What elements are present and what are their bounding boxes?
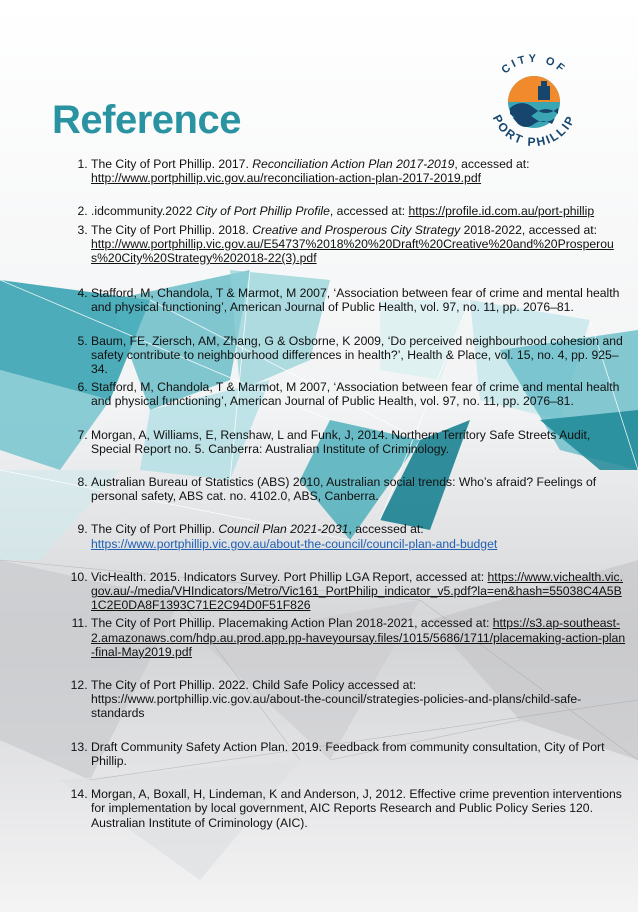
reference-link[interactable]: https://s3.ap-southeast-2.amazonaws.com/hdp.au.prod.app.pp-haveyoursay.files/1015/5686/1711/placemaking-action-plan-final-May2019.pdf xyxy=(91,616,626,659)
reference-italic-title: Reconciliation Action Plan 2017-2019 xyxy=(252,157,455,171)
page-title: Reference xyxy=(52,98,241,142)
reference-link[interactable]: https://profile.id.com.au/port-phillip xyxy=(408,204,595,219)
svg-text:CITY OF xyxy=(499,53,568,76)
reference-item xyxy=(91,204,627,218)
reference-item xyxy=(91,157,627,185)
reference-item xyxy=(91,570,627,613)
reference-text: , accessed at: xyxy=(329,204,409,219)
reference-item: 13. Draft Community Safety Action Plan. 2019. Feedback from community consultation, City of Port Phillip. xyxy=(91,740,627,768)
reference-item: 7. Morgan, A, Williams, E, Renshaw, L and Funk, J, 2014. Northern Territory Safe Streets Audit, Special Report no. 5. Canberra: Australian Institute of Criminology. xyxy=(91,428,627,456)
reference-item: 6. Stafford, M, Chandola, T & Marmot, M 2007, ‘Association between fear of crime and mental health and physical functioning’, American Journal of Public Health, vol. 97, no. 11, pp. 2076–81. xyxy=(91,380,627,408)
reference-text: The City of Port Phillip. xyxy=(91,522,219,537)
logo-bottom-text: PORT PHILLIP xyxy=(489,112,579,150)
city-of-port-phillip-logo xyxy=(480,48,588,156)
reference-italic-title: Council Plan 2021-2031 xyxy=(218,522,349,537)
reference-italic-title: City of Port Phillip Profile xyxy=(195,204,330,219)
reference-item: 12. The City of Port Phillip. 2022. Child Safe Policy accessed at: https://www.portphillip.vic.gov.au/about-the-council/strategies-policies-and-plans/child-safe-standards xyxy=(91,678,627,721)
reference-item xyxy=(91,522,627,550)
reference-link[interactable]: https://www.portphillip.vic.gov.au/about-the-council/council-plan-and-budget xyxy=(91,536,498,551)
reference-item: 8. Australian Bureau of Statistics (ABS) 2010, Australian social trends: Who’s afraid? Feelings of personal safety, ABS cat. no. 4102.0, ABS, Canberra. xyxy=(91,475,627,503)
reference-link[interactable]: https://www.vichealth.vic.gov.au/-/media/VHIndicators/Metro/Vic161_PortPhilip_indicator_v5.pdf?la=en&hash=55038C4A5B1C2E0DA8F1393C71E2C94D0F51F826 xyxy=(91,569,623,613)
reference-text: The City of Port Phillip. Placemaking Action Plan 2018-2021, accessed at: xyxy=(91,616,493,631)
reference-list xyxy=(56,157,627,830)
reference-text: , accessed at: xyxy=(348,522,424,537)
reference-italic-title: Creative and Prosperous City Strategy xyxy=(252,222,461,237)
reference-text: The City of Port Phillip. 2017. xyxy=(91,157,253,171)
reference-text: , accessed at: xyxy=(454,157,530,171)
reference-item: 5. Baum, FE, Ziersch, AM, Zhang, G & Osborne, K 2009, ‘Do perceived neighbourhood cohesion and safety contribute to neighbourhood differences in health?’, Health & Place, vol. 15, no. 4, pp. 925–34. xyxy=(91,334,627,377)
reference-text: VicHealth. 2015. Indicators Survey. Port Phillip LGA Report, accessed at: xyxy=(91,569,488,584)
logo-top-text: CITY OF xyxy=(499,52,569,77)
reference-item xyxy=(91,223,627,266)
reference-link[interactable]: http://www.portphillip.vic.gov.au/E54737%2018%20%20Draft%20Creative%20and%20Prosperous%20City%20Strategy%202018-22(3).pdf xyxy=(91,236,614,266)
reference-text: .idcommunity.2022 xyxy=(91,204,196,219)
reference-link[interactable]: http://www.portphillip.vic.gov.au/reconciliation-action-plan-2017-2019.pdf xyxy=(91,171,481,186)
reference-item: 4. Stafford, M, Chandola, T & Marmot, M 2007, ‘Association between fear of crime and mental health and physical functioning’, American Journal of Public Health, vol. 97, no. 11, pp. 2076–81. xyxy=(91,286,627,314)
reference-item: 14. Morgan, A, Boxall, H, Lindeman, K and Anderson, J, 2012. Effective crime prevention interventions for implementation by local government, AIC Reports Research and Public Policy Series 120. Australian Institute of Criminology (AIC). xyxy=(91,787,627,830)
reference-item xyxy=(91,616,627,659)
reference-text: The City of Port Phillip. 2018. xyxy=(91,222,253,237)
reference-text: 2018-2022, accessed at: xyxy=(460,222,598,237)
